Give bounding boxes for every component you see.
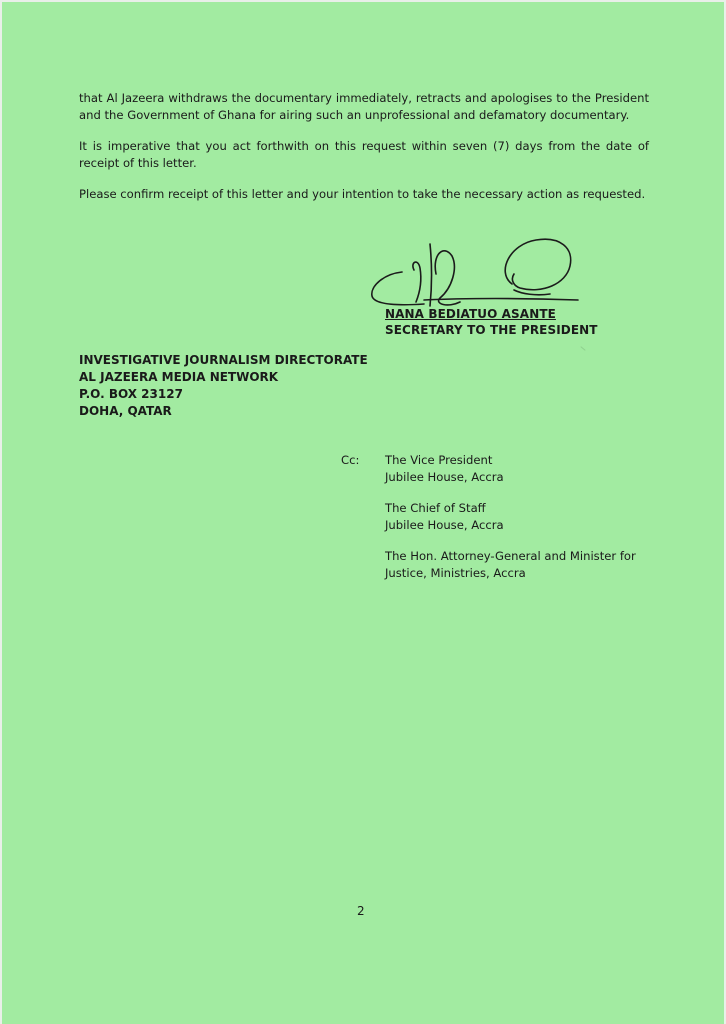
cc-recipient-address: Justice, Ministries, Accra — [385, 566, 526, 580]
signer-title: SECRETARY TO THE PRESIDENT — [385, 323, 598, 337]
page-number: 2 — [357, 904, 365, 918]
cc-recipient-address: Jubilee House, Accra — [385, 518, 504, 532]
cc-recipient-chief-of-staff — [385, 500, 655, 534]
addressee-line-2: AL JAZEERA MEDIA NETWORK — [79, 370, 279, 384]
letter-page — [2, 2, 724, 1024]
addressee-line-1: INVESTIGATIVE JOURNALISM DIRECTORATE — [79, 353, 368, 367]
addressee-line-4: DOHA, QATAR — [79, 404, 172, 418]
body-paragraph-3: Please confirm receipt of this letter and your intention to take the necessary action as requested. — [79, 187, 646, 201]
cc-recipient-title: The Hon. Attorney-General and Minister for — [385, 549, 636, 563]
handwritten-signature — [364, 234, 594, 314]
cc-recipient-title: The Chief of Staff — [385, 501, 486, 515]
cc-recipient-attorney-general — [385, 548, 655, 582]
cc-list — [385, 452, 655, 596]
body-paragraph-1: that Al Jazeera withdraws the documentary immediately, retracts and apologises to the President and the Government of Ghana for airing such an unprofessional and defamatory documentary. — [79, 91, 649, 122]
paper-speck — [580, 346, 585, 351]
cc-recipient-address: Jubilee House, Accra — [385, 470, 504, 484]
addressee-line-3: P.O. BOX 23127 — [79, 387, 183, 401]
signer-name: NANA BEDIATUO ASANTE — [385, 307, 556, 321]
cc-label: Cc: — [341, 453, 360, 467]
cc-recipient-title: The Vice President — [385, 453, 493, 467]
addressee-block — [79, 352, 368, 420]
body-paragraph-2: It is imperative that you act forthwith on this request within seven (7) days from the date of receipt of this letter. — [79, 139, 649, 170]
cc-recipient-vice-president — [385, 452, 655, 486]
signer-block — [385, 306, 598, 338]
